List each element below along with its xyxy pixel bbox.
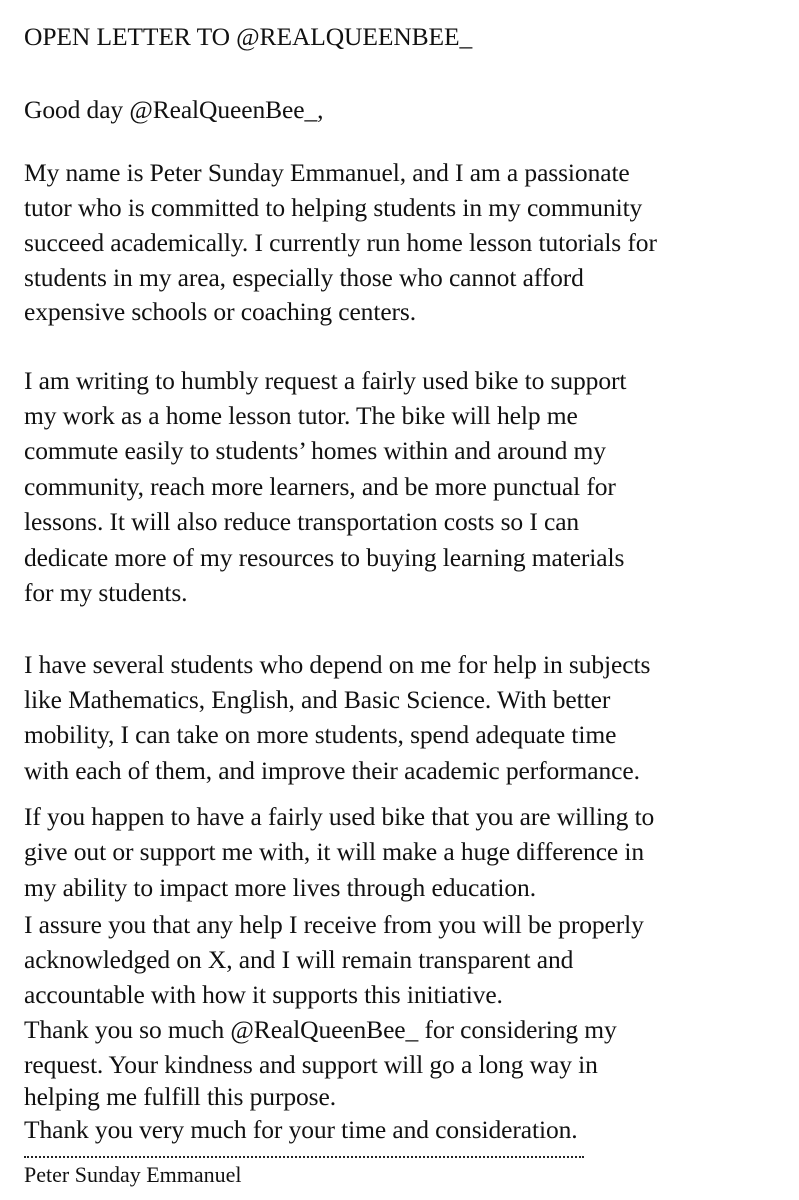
paragraph-line: accountable with how it supports this initiative.: [24, 980, 503, 1009]
paragraph-line: students in my area, especially those who cannot afford: [24, 263, 584, 292]
paragraph-line: commute easily to students’ homes within and around my: [24, 436, 606, 465]
paragraph-line: for my students.: [24, 578, 188, 607]
paragraph-line: I am writing to humbly request a fairly used bike to support: [24, 366, 627, 395]
paragraph-line: Thank you very much for your time and consideration.: [24, 1115, 578, 1144]
paragraph-line: helping me fulfill this purpose.: [24, 1082, 336, 1111]
paragraph-line: give out or support me with, it will make a huge difference in: [24, 837, 645, 866]
paragraph-line: like Mathematics, English, and Basic Science. With better: [24, 685, 611, 714]
letter-greeting: Good day @RealQueenBee_,: [24, 95, 324, 124]
paragraph-line: mobility, I can take on more students, spend adequate time: [24, 720, 617, 749]
paragraph-line: request. Your kindness and support will go a long way in: [24, 1050, 598, 1079]
paragraph-line: lessons. It will also reduce transportation costs so I can: [24, 507, 580, 536]
paragraph-line: my ability to impact more lives through education.: [24, 873, 536, 902]
paragraph-line: If you happen to have a fairly used bike that you are willing to: [24, 802, 655, 831]
paragraph-line: I have several students who depend on me for help in subjects: [24, 650, 651, 679]
paragraph-line: with each of them, and improve their academic performance.: [24, 756, 640, 785]
signature-name: Peter Sunday Emmanuel: [24, 1162, 242, 1187]
paragraph-line: succeed academically. I currently run home lesson tutorials for: [24, 228, 657, 257]
paragraph-line: tutor who is committed to helping students in my community: [24, 193, 643, 222]
letter-title: OPEN LETTER TO @REALQUEENBEE_: [24, 22, 473, 51]
paragraph-line: dedicate more of my resources to buying learning materials: [24, 543, 625, 572]
paragraph-line: Thank you so much @RealQueenBee_ for considering my: [24, 1015, 617, 1044]
paragraph-line: I assure you that any help I receive from you will be properly: [24, 910, 644, 939]
paragraph-line: expensive schools or coaching centers.: [24, 297, 417, 326]
paragraph-line: my work as a home lesson tutor. The bike will help me: [24, 401, 578, 430]
paragraph-line: community, reach more learners, and be more punctual for: [24, 472, 616, 501]
paragraph-line: acknowledged on X, and I will remain transparent and: [24, 945, 574, 974]
signature-dotted-line: [24, 1148, 584, 1158]
paragraph-line: My name is Peter Sunday Emmanuel, and I am a passionate: [24, 158, 630, 187]
